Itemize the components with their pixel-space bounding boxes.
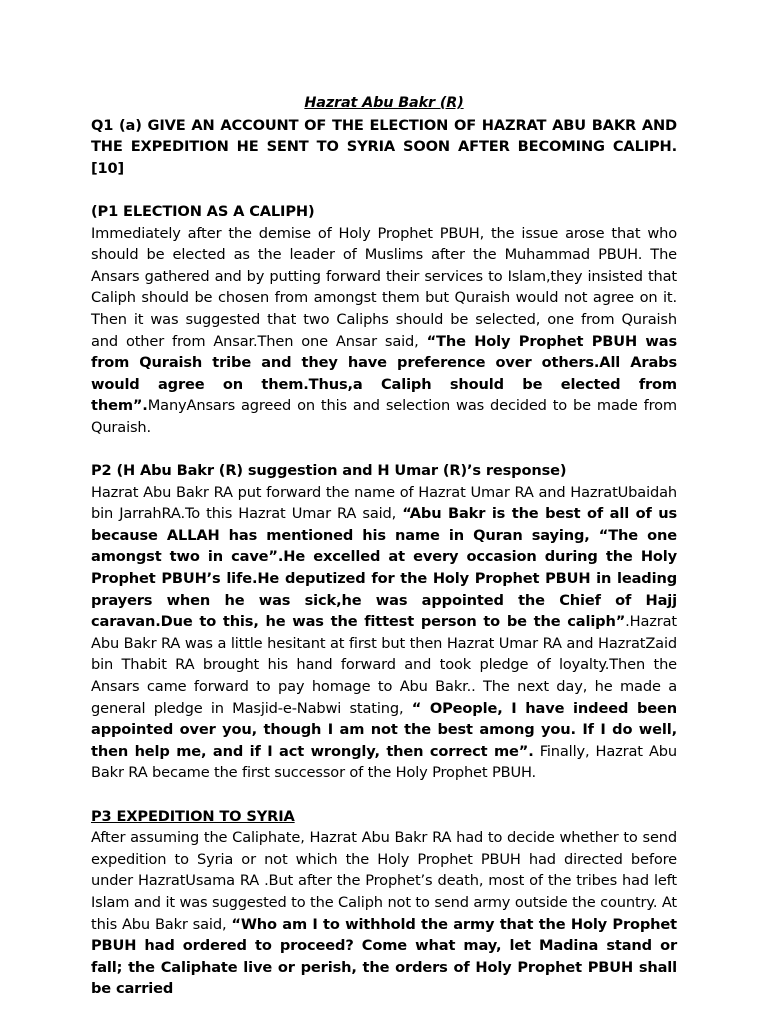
text-run: Immediately after the demise of Holy Prophet PBUH, the issue arose that who should be elected as the leader of Muslims after the Muhammad PBUH. The Ansars gathered and by putting forward their services to Islam,they insisted that Caliph should be chosen from amongst them but Quraish would not agree on it. Then it was suggested that two Caliphs should be selected, one from Quraish and other from Ansar.Then one Ansar said, (91, 224, 677, 350)
quote-run: “The Holy Prophet PBUH was from Quraish tribe and they have preference over others.All Arabs would agree on them.Thus,a Caliph should be elected from them”. (91, 332, 677, 415)
document-page (91, 93, 677, 1000)
text-run: .Hazrat Abu Bakr RA was a little hesitant at first but then Hazrat Umar RA and HazratZaid bin Thabit RA brought his hand forward and took pledge of loyalty.Then the Ansars came forward to pay homage to Abu Bakr.. The next day, he made a general pledge in Masjid-e-Nabwi stating, (91, 613, 677, 717)
document-title: Hazrat Abu Bakr (R) (304, 95, 464, 111)
quote-run: “Who am I to withhold the army that the Holy Prophet PBUH had ordered to proceed? Come what may, let Madina stand or fall; the Caliphate live or perish, the orders of Holy Prophet PBUH shall be carried (91, 915, 677, 998)
quote-run: “ OPeople, I have indeed been appointed over you, though I am not the best among you. If I do well, then help me, and if I act wrongly, then correct me”. (91, 699, 677, 760)
paragraph-expedition (91, 827, 677, 1000)
text-run: ManyAnsars agreed on this and selection was decided to be made from Quraish. (91, 397, 677, 436)
section-heading-election: (P1 ELECTION AS A CALIPH) (91, 202, 315, 220)
text-run: Hazrat Abu Bakr RA put forward the name of Hazrat Umar RA and HazratUbaidah bin JarrahRA.To this Hazrat Umar RA said, (91, 483, 677, 523)
text-run: After assuming the Caliphate, Hazrat Abu Bakr RA had to decide whether to send expedition to Syria or not which the Holy Prophet PBUH had directed before under HazratUsama RA .But after the Prophet’s death, most of the tribes had left Islam and it was suggested to the Caliph not to send army outside the country. At this Abu Bakr said, (91, 829, 677, 933)
paragraph-suggestion (91, 482, 677, 784)
question-text: Q1 (a) GIVE AN ACCOUNT OF THE ELECTION OF HAZRAT ABU BAKR AND THE EXPEDITION HE SENT TO SYRIA SOON AFTER BECOMING CALIPH. [10] (91, 116, 677, 177)
section-heading-expedition: P3 EXPEDITION TO SYRIA (91, 807, 295, 825)
quote-run: “Abu Bakr is the best of all of us because ALLAH has mentioned his name in Quran saying, “The one amongst two in cave”.He excelled at every occasion during the Holy Prophet PBUH’s life.He deputized for the Holy Prophet PBUH in leading prayers when he was sick,he was appointed the Chief of Hajj caravan.Due to this, he was the fittest person to be the caliph” (91, 505, 677, 631)
paragraph-election (91, 223, 677, 439)
text-run: Finally, Hazrat Abu Bakr RA became the first successor of the Holy Prophet PBUH. (91, 742, 677, 782)
section-heading-suggestion: P2 (H Abu Bakr (R) suggestion and H Umar (R)’s response) (91, 462, 567, 480)
